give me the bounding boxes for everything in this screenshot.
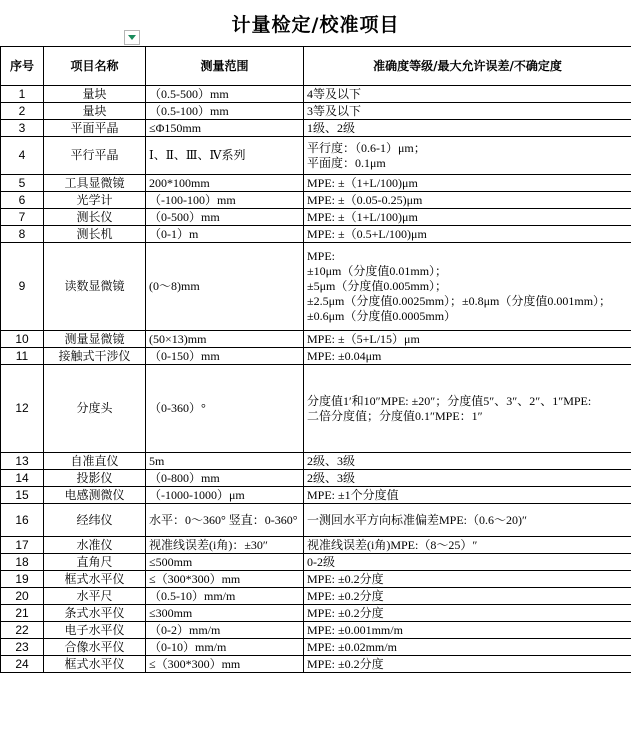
accuracy-cell (304, 137, 631, 175)
item-name-cell: 平行平晶 (44, 137, 146, 175)
row-number-cell: 6 (1, 192, 44, 209)
accuracy-line: 一测回水平方向标准偏差MPE:（0.6～20)″ (307, 512, 528, 527)
item-name-cell: 直角尺 (44, 554, 146, 571)
item-name-cell: 接触式干涉仪 (44, 348, 146, 365)
item-name-cell: 合像水平仪 (44, 639, 146, 656)
row-number-cell: 11 (1, 348, 44, 365)
table-header-row (1, 47, 631, 86)
item-name-cell: 电子水平仪 (44, 622, 146, 639)
accuracy-line: ±2.5μm（分度值0.0025mm）；±0.8μm（分度值0.001mm）； (307, 294, 612, 308)
accuracy-line: MPE: ±0.02mm/m (307, 639, 397, 654)
accuracy-cell (304, 192, 631, 209)
row-number-cell: 13 (1, 453, 44, 470)
measurement-range-cell: ≤300mm (146, 605, 304, 622)
measurement-range-cell: 水平：0～360° 竖直：0-360° (146, 504, 304, 537)
table-row (1, 605, 631, 622)
accuracy-cell (304, 348, 631, 365)
accuracy-cell (304, 120, 631, 137)
accuracy-line: 3等及以下 (307, 103, 362, 118)
measurement-range-cell: （0-500）mm (146, 209, 304, 226)
row-number-cell: 16 (1, 504, 44, 537)
page-title: 计量检定/校准项目 (231, 13, 400, 36)
accuracy-cell (304, 243, 631, 331)
item-name-cell: 投影仪 (44, 470, 146, 487)
accuracy-line: MPE: ±0.2分度 (307, 605, 384, 620)
row-number-cell: 3 (1, 120, 44, 137)
accuracy-cell (304, 639, 631, 656)
measurement-range-cell: （0-360）° (146, 365, 304, 453)
item-name-cell: 水平尺 (44, 588, 146, 605)
table-row (1, 571, 631, 588)
table-row (1, 656, 631, 673)
measurement-range-cell: （0.5-100）mm (146, 103, 304, 120)
item-name-cell: 光学计 (44, 192, 146, 209)
row-number-cell: 4 (1, 137, 44, 175)
accuracy-line: MPE: ±（1+L/100)μm (307, 209, 418, 224)
table-row (1, 331, 631, 348)
accuracy-line: 平面度：0.1μm (307, 155, 386, 170)
measurement-range-cell: （0-10）mm/m (146, 639, 304, 656)
measurement-range-cell: Ⅰ、Ⅱ、Ⅲ、Ⅳ系列 (146, 137, 304, 175)
row-number-cell: 19 (1, 571, 44, 588)
item-name-cell: 平面平晶 (44, 120, 146, 137)
accuracy-cell (304, 487, 631, 504)
measurement-range-cell: 5m (146, 453, 304, 470)
accuracy-line: MPE: (307, 249, 336, 263)
table-row (1, 622, 631, 639)
accuracy-line: 2级、3级 (307, 470, 356, 485)
accuracy-line: MPE: ±（0.5+L/100)μm (307, 226, 427, 241)
item-name-cell: 条式水平仪 (44, 605, 146, 622)
measurement-range-cell: （-100-100）mm (146, 192, 304, 209)
measurement-range-cell: ≤Φ150mm (146, 120, 304, 137)
row-number-cell: 12 (1, 365, 44, 453)
row-number-cell: 21 (1, 605, 44, 622)
measurement-range-cell: ≤500mm (146, 554, 304, 571)
item-name-cell: 经纬仪 (44, 504, 146, 537)
table-row (1, 103, 631, 120)
header-no: 序号 (1, 47, 44, 86)
accuracy-line: MPE: ±0.2分度 (307, 588, 384, 603)
item-name-cell: 水准仪 (44, 537, 146, 554)
item-name-cell: 测量显微镜 (44, 331, 146, 348)
accuracy-line: MPE: ±0.2分度 (307, 656, 384, 671)
accuracy-line: 2级、3级 (307, 453, 356, 468)
accuracy-cell (304, 622, 631, 639)
row-number-cell: 8 (1, 226, 44, 243)
measurement-range-cell: （-1000-1000）μm (146, 487, 304, 504)
accuracy-line: ±5μm（分度值0.005mm）； (307, 279, 448, 293)
accuracy-line: MPE: ±（0.05-0.25)μm (307, 192, 423, 207)
accuracy-cell (304, 209, 631, 226)
table-row (1, 487, 631, 504)
accuracy-cell (304, 331, 631, 348)
row-number-cell: 9 (1, 243, 44, 331)
accuracy-cell (304, 554, 631, 571)
accuracy-line: 平行度：（0.6-1）μm； (307, 140, 426, 155)
item-name-cell: 分度头 (44, 365, 146, 453)
accuracy-line: MPE: ±（1+L/100)μm (307, 175, 418, 190)
row-number-cell: 5 (1, 175, 44, 192)
accuracy-line: 4等及以下 (307, 86, 362, 101)
table-row (1, 639, 631, 656)
header-name: 项目名称 (44, 47, 146, 86)
item-name-cell: 电感测微仪 (44, 487, 146, 504)
measurement-range-cell: （0.5-500）mm (146, 86, 304, 103)
measurement-range-cell: ≤（300*300）mm (146, 656, 304, 673)
item-name-cell: 量块 (44, 103, 146, 120)
row-number-cell: 7 (1, 209, 44, 226)
table-body (1, 86, 631, 673)
row-number-cell: 10 (1, 331, 44, 348)
header-accuracy: 准确度等级/最大允许误差/不确定度 (304, 47, 631, 86)
accuracy-line: MPE: ±（5+L/15）μm (307, 331, 420, 346)
measurement-range-cell: （0-150）mm (146, 348, 304, 365)
item-name-cell: 测长机 (44, 226, 146, 243)
accuracy-cell (304, 103, 631, 120)
accuracy-line: MPE: ±0.2分度 (307, 571, 384, 586)
row-number-cell: 24 (1, 656, 44, 673)
accuracy-cell (304, 86, 631, 103)
accuracy-cell (304, 605, 631, 622)
item-name-cell: 读数显微镜 (44, 243, 146, 331)
row-number-cell: 20 (1, 588, 44, 605)
accuracy-line: 1级、2级 (307, 120, 356, 135)
accuracy-line: 视准线误差(i角)MPE:（8～25）″ (307, 537, 478, 552)
table-row (1, 554, 631, 571)
table-row (1, 226, 631, 243)
accuracy-line: 分度值1′和10″MPE: ±20″；分度值5″、3″、2″、1″MPE: (307, 393, 592, 408)
accuracy-line: ±10μm（分度值0.01mm）； (307, 264, 448, 278)
table-row (1, 120, 631, 137)
row-number-cell: 22 (1, 622, 44, 639)
table-row (1, 453, 631, 470)
accuracy-line: MPE: ±0.04μm (307, 348, 382, 363)
table-row (1, 192, 631, 209)
table-row (1, 504, 631, 537)
accuracy-line: 二倍分度值；分度值0.1″MPE：1″ (307, 408, 483, 423)
row-number-cell: 23 (1, 639, 44, 656)
accuracy-line: ±0.6μm（分度值0.0005mm） (307, 309, 457, 323)
accuracy-cell (304, 453, 631, 470)
accuracy-line: 0-2级 (307, 554, 335, 569)
accuracy-cell (304, 537, 631, 554)
table-row (1, 470, 631, 487)
item-name-cell: 测长仪 (44, 209, 146, 226)
measurement-range-cell: （0-1）m (146, 226, 304, 243)
accuracy-cell (304, 470, 631, 487)
calibration-table (0, 46, 631, 673)
row-number-cell: 14 (1, 470, 44, 487)
measurement-range-cell: （0.5-10）mm/m (146, 588, 304, 605)
table-row (1, 365, 631, 453)
table-row (1, 175, 631, 192)
item-name-cell: 框式水平仪 (44, 571, 146, 588)
header-range: 测量范围 (146, 47, 304, 86)
item-name-cell: 工具显微镜 (44, 175, 146, 192)
accuracy-cell (304, 226, 631, 243)
item-name-cell: 框式水平仪 (44, 656, 146, 673)
filter-dropdown-icon[interactable] (124, 30, 140, 45)
measurement-range-cell: 200*100mm (146, 175, 304, 192)
measurement-range-cell: ≤（300*300）mm (146, 571, 304, 588)
measurement-range-cell: (0～8)mm (146, 243, 304, 331)
table-row (1, 588, 631, 605)
accuracy-cell (304, 571, 631, 588)
accuracy-line: MPE: ±0.001mm/m (307, 622, 403, 637)
table-row (1, 537, 631, 554)
accuracy-cell (304, 365, 631, 453)
accuracy-line: MPE: ±1个分度值 (307, 487, 399, 502)
item-name-cell: 量块 (44, 86, 146, 103)
row-number-cell: 18 (1, 554, 44, 571)
measurement-range-cell: （0-800）mm (146, 470, 304, 487)
row-number-cell: 1 (1, 86, 44, 103)
row-number-cell: 15 (1, 487, 44, 504)
item-name-cell: 自准直仪 (44, 453, 146, 470)
accuracy-cell (304, 656, 631, 673)
row-number-cell: 2 (1, 103, 44, 120)
table-row (1, 209, 631, 226)
row-number-cell: 17 (1, 537, 44, 554)
measurement-range-cell: 视准线误差(i角)：±30″ (146, 537, 304, 554)
table-row (1, 137, 631, 175)
accuracy-cell (304, 175, 631, 192)
table-row (1, 243, 631, 331)
accuracy-cell (304, 504, 631, 537)
measurement-range-cell: (50×13)mm (146, 331, 304, 348)
table-row (1, 348, 631, 365)
measurement-range-cell: （0-2）mm/m (146, 622, 304, 639)
table-row (1, 86, 631, 103)
accuracy-cell (304, 588, 631, 605)
